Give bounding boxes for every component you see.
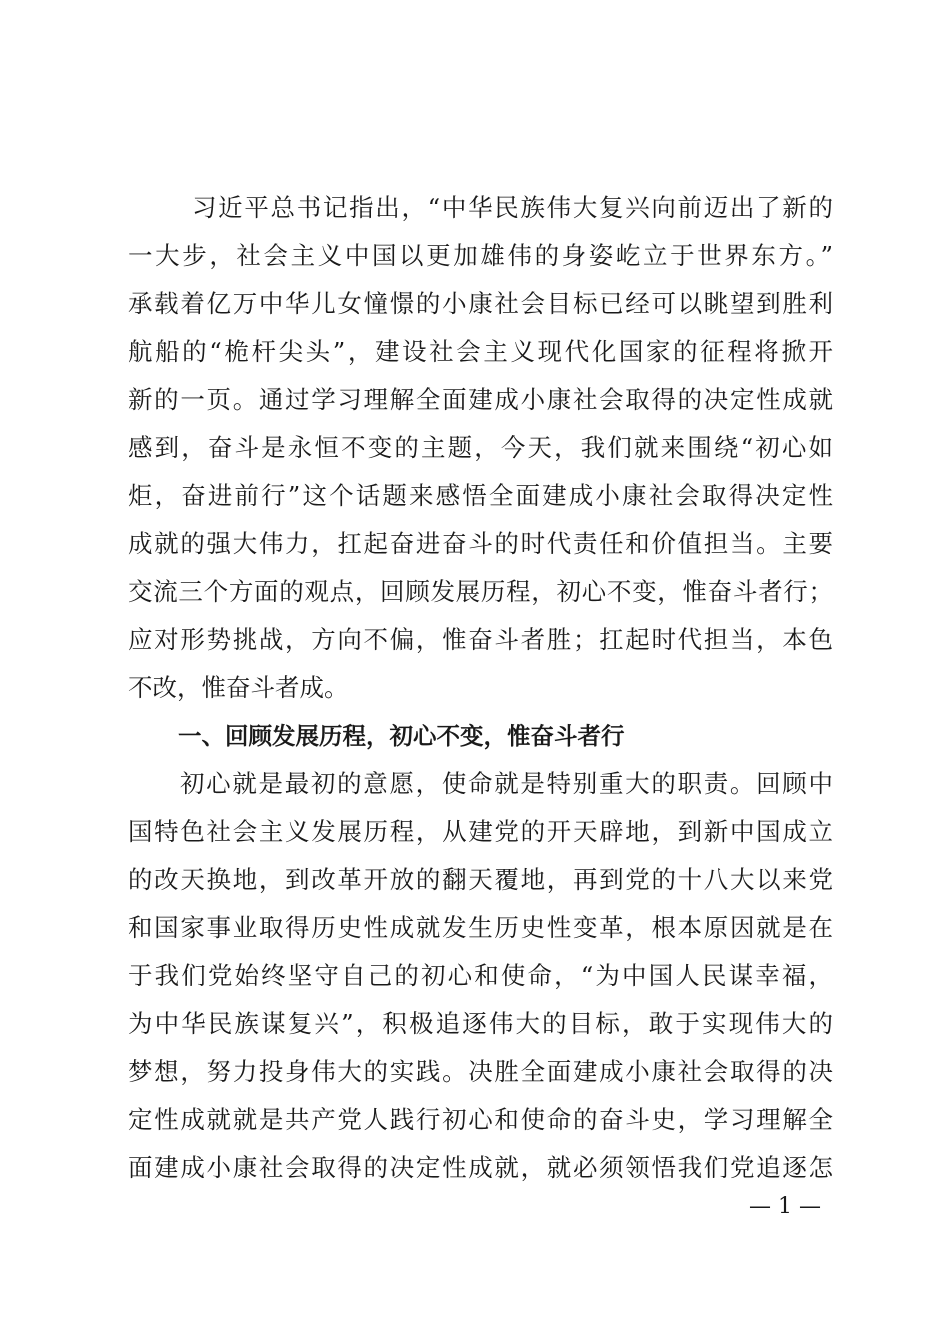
text-line: 一大步，社会主义中国以更加雄伟的身姿屹立于世界东方。”: [128, 241, 833, 270]
text-line: 为中华民族谋复兴”，积极追逐伟大的目标，敢于实现伟大的: [128, 1009, 833, 1038]
text-line: 梦想，努力投身伟大的实践。决胜全面建成小康社会取得的决: [128, 1057, 833, 1086]
section-heading: 一、回顾发展历程，初心不变，惟奋斗者行: [178, 722, 625, 750]
text-line: 航船的“桅杆尖头”，建设社会主义现代化国家的征程将掀开: [128, 337, 833, 366]
page-number: — 1 —: [749, 1194, 821, 1219]
text-line: 习近平总书记指出，“中华民族伟大复兴向前迈出了新的: [192, 193, 833, 222]
text-line: 感到，奋斗是永恒不变的主题，今天，我们就来围绕“初心如: [128, 433, 833, 462]
text-line: 初心就是最初的意愿，使命就是特别重大的职责。回顾中: [180, 769, 833, 798]
text-line: 成就的强大伟力，扛起奋进奋斗的时代责任和价值担当。主要: [128, 529, 833, 558]
text-line: 应对形势挑战，方向不偏，惟奋斗者胜；扛起时代担当，本色: [128, 625, 833, 654]
text-line: 炬，奋进前行”这个话题来感悟全面建成小康社会取得决定性: [128, 481, 833, 510]
text-line: 和国家事业取得历史性成就发生历史性变革，根本原因就是在: [128, 913, 833, 942]
text-line: 的改天换地，到改革开放的翻天覆地，再到党的十八大以来党: [128, 865, 833, 894]
text-line: 定性成就就是共产党人践行初心和使命的奋斗史，学习理解全: [128, 1105, 833, 1134]
text-line: 国特色社会主义发展历程，从建党的开天辟地，到新中国成立: [128, 817, 833, 846]
text-line: 于我们党始终坚守自己的初心和使命，“为中国人民谋幸福，: [128, 961, 833, 990]
text-line: 新的一页。通过学习理解全面建成小康社会取得的决定性成就: [128, 385, 833, 414]
text-line: 承载着亿万中华儿女憧憬的小康社会目标已经可以眺望到胜利: [128, 289, 833, 318]
text-line: 不改，惟奋斗者成。: [128, 673, 349, 702]
text-line: 交流三个方面的观点，回顾发展历程，初心不变，惟奋斗者行；: [128, 577, 833, 606]
text-line: 面建成小康社会取得的决定性成就，就必须领悟我们党追逐怎: [128, 1153, 833, 1182]
